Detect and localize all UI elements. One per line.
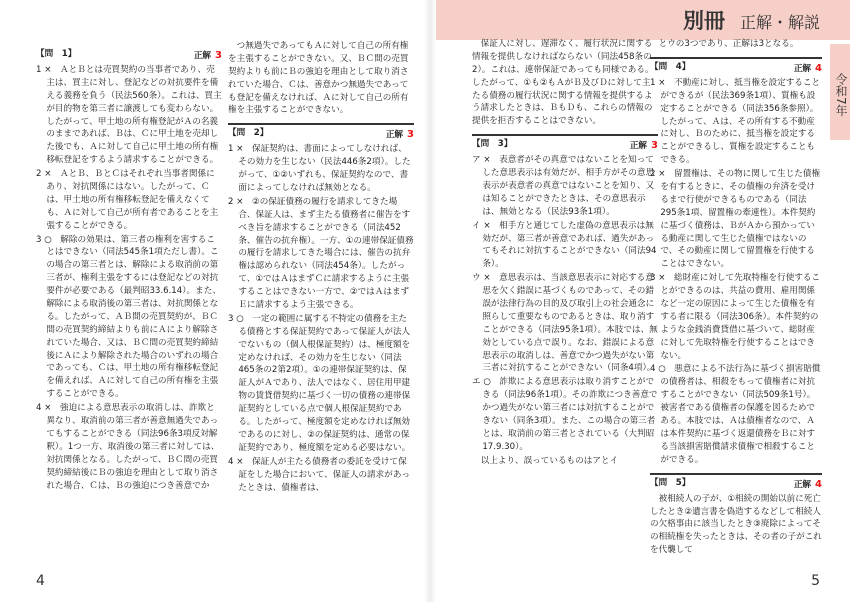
q2-item-3: 3 ○ 一定の範囲に属する不特定の債務を主たる債務とする保証契約であって保証人が法人でないもの（個人根保証契約）は、極度額を定めなければ、その効力を生じない（同法465条の2第2項）。①の連帯保証契約は、保証人がＡであり、法人ではなく、居住用甲建物の賃貸借契約に基づく一切の債務の連帯保証契約としている点で個人根保証契約である。したがって、極度額を定めなければ無効であるのに対し、②の保証契約は、通常の保証契約であり、極度額を定める必要はない。 xyxy=(228,313,411,453)
q4-answer: 正解 4 xyxy=(793,62,822,74)
side-tab-year: 令和7年 xyxy=(830,44,850,140)
q1-answer: 正解 3 xyxy=(193,50,222,61)
q3-item-a: ア × 表意者がその真意ではないことを知ってした意思表示は有効だが、相手方がその意思表示が表意者の真意ではないことを知り、又は知ることができたときは、その意思表示は、無効となる（民法93条1項）。 xyxy=(472,155,655,217)
page-number-left: 4 xyxy=(36,573,45,589)
q3-continued: とウの3つであり、正解は3となる。 xyxy=(658,39,799,49)
q1-item-2: 2 × ＡとＢ、ＢとＣはそれぞれ当事者関係にあり、対抗関係にはない。したがって、Ｃは、甲土地の所有権移転登記を備えなくても、Ａに対して自己が所有者であることを主張することができる。 xyxy=(36,169,219,231)
column-2 xyxy=(228,40,414,495)
q2-item-1: 1 × 保証契約は、書面によってしなければ、その効力を生じない（民法446条2項）。したがって、①②いずれも、保証契約なので、書面によってしなければ無効となる。 xyxy=(228,144,411,194)
q1-header xyxy=(36,48,222,63)
q2-header xyxy=(228,123,414,142)
q4-header xyxy=(650,57,822,76)
q1-item-1: 1 × ＡとＢとは売買契約の当事者であり、売主は、買主に対し、登記などの対抗要件を備える義務を負う（民法560条）。これは、買主が目的物を第三者に譲渡しても変わらない。したがって、甲土地の所有権登記がＡの名義のままであれば、Ｂは、Ｃに甲土地を売却した後でも、Ａに対して自己に甲土地の所有権移転登記をするよう請求することができる。 xyxy=(36,65,222,166)
q2-continued: 保証人に対し、遅滞なく、履行状況に関する情報を提供しなければならない（同法458条の2）。これは、連帯保証であっても同様である。したがって、①も②もＡがＢ及びＤに対して主たる債務の履行状況に関する情報を提供するよう請求したときは、ＢもＤも、これらの情報の提供を拒否することはできない。 xyxy=(472,39,654,127)
q2-title: 【問 2】 xyxy=(228,128,269,139)
q3-header xyxy=(472,134,658,153)
q1-continued: つ無過失であってもＡに対して自己の所有権を主張することができない。又、ＢＣ間の売買契約よりも前にＢの強迫を理由として取り消されていた場合、Ｃは、善意かつ無過失であっても登記を備えなければ、Ａに対して自己の所有権を主張することができない。 xyxy=(228,41,409,116)
q4-title: 【問 4】 xyxy=(650,61,691,72)
q4-item-4: 4 ○ 悪意による不法行為に基づく損害賠償の債務者は、相殺をもって債権者に対抗することができない（同法509条1号）。被害者である債権者の保護を図るためである。本肢では、Ａは債権者なので、Ａは本件契約に基づく返還債務をＢに対する当該損害賠償請求債権で相殺することができる。 xyxy=(650,364,821,465)
q3-title: 【問 3】 xyxy=(472,139,513,150)
q3-item-i: イ × 相手方と通じてした虚偽の意思表示は無効だが、第三者が善意であれば、過失があってもそれに対抗することができない（同法94条）。 xyxy=(472,220,657,270)
q2-answer: 正解 3 xyxy=(385,129,414,141)
q3-item-u: ウ × 意思表示は、当該意思表示に対応する意思を欠く錯誤に基づくものであって、その錯誤が法律行為の目的及び取引上の社会通念に照らして重要なものであるときは、取り消すことができる（同法95条1項）。本肢では、無効としている点で誤り。なお、錯誤による意思表示の取消しは、善意でかつ過失がない第三者に対抗することができない（同条4項）。 xyxy=(472,273,658,374)
q4-item-2: 2 × 留置権は、その物に関して生じた債権を有するときに、その債権の弁済を受けるまで行使ができるものである（同法295条1項、留置権の牽連性）。本件契約に基づく債務は、ＢがＡから預かっている動産に関して生じた債権ではないので、その動産に関して留置権を行使することはできない。 xyxy=(650,169,821,270)
book-gutter xyxy=(424,0,436,602)
q3-answer: 正解 3 xyxy=(629,140,658,152)
q1-title: 【問 1】 xyxy=(36,49,77,59)
column-1 xyxy=(36,48,222,493)
column-3 xyxy=(472,38,658,469)
q2-item-4: 4 × 保証人が主たる債務者の委託を受けて保証をした場合において、保証人の請求があったときは、債権者は、 xyxy=(228,456,410,493)
q1-item-4: 4 × 強迫による意思表示の取消しは、詐欺と異なり、取消前の第三者が善意無過失であってもすることができる（同法96条3項反対解釈）。1つ一方、取消後の第三者に対しては、対抗関係となる。したがって、ＢＣ間の売買契約締結後にＢの強迫を理由として取り消された場合、Ｃは、Ｂの強迫につき善意でか xyxy=(36,403,220,491)
q3-summary: 以上より、誤っているものはアとイ xyxy=(480,455,619,466)
q5-body: 被相続人の子が、①相続の開始以前に死亡したとき②遺言書を偽造するなどして相続人の欠格事由に該当したとき③廃除によってその相続権を失ったときは、その者の子がこれを代襲して xyxy=(650,493,822,556)
title-main: 別冊 xyxy=(683,9,726,33)
q4-item-1: 1 × 不動産に対し、抵当権を設定することができるが（民法369条1項）、質権も設定することができる（同法356条参照）。したがって、Ａは、その所有する不動産に対し、Ｂのために、抵当権を設定することができるし、質権を設定することもできる。 xyxy=(650,77,821,166)
q4-item-3: 3 × 総財産に対して先取特権を行使することができるのは、共益の費用、雇用関係など一定の原因によって生じた債権を有する者に限る（同法306条）。本件契約のような金銭消費貸借に基づいて、総財産に対して先取特権を行使することはできない。 xyxy=(650,273,821,361)
q5-answer: 正解 4 xyxy=(793,478,822,490)
page-number-right: 5 xyxy=(811,573,820,589)
q1-item-3: 3 ○ 解除の効果は、第三者の権利を害することはできない（同法545条1項ただし書）。この場合の第三者とは、解除による取消前の第三者が、権利主張をするには登記などの対抗要件が必要である（最判昭33.6.14）。また、解除による取消後の第三者は、対抗関係となる。したがって、ＡＢ間の売買契約が、ＢＣ間の売買契約締結よりも前にＡにより解除されていた場合、又は、ＢＣ間の売買契約締結後にＡにより解除された場合のいずれの場合であっても、Ｃは、甲土地の所有権移転登記を備えれば、Ａに対して自己の所有権を主張することができる。 xyxy=(36,234,221,400)
q5-title: 【問 5】 xyxy=(650,477,691,488)
page-title xyxy=(683,6,820,38)
q5-header xyxy=(650,473,822,492)
q2-item-2: 2 × ②の保証債務の履行を請求してきた場合、保証人は、まず主たる債務者に催告をすべき旨を請求することができる（同法452条、催告の抗弁権）。一方、①の連帯保証債務の履行を請求してきた場合には、催告の抗弁権は認められない（同法454条）。したがって、①ではＡはまずＣに請求するように主張することはできない一方で、②ではＡはまずＥに請求するよう主張できる。 xyxy=(228,196,414,311)
q3-item-e: エ ○ 詐欺による意思表示は取り消すことができる（同法96条1項）。その詐欺につき善意でかつ過失がない第三者には対抗することができない（同条3項）。また、この場合の第三者とは、取消前の第三者とされている（大判昭17.9.30）。 xyxy=(472,377,658,452)
column-4 xyxy=(650,38,822,558)
title-sub: 正解・解説 xyxy=(739,13,820,32)
